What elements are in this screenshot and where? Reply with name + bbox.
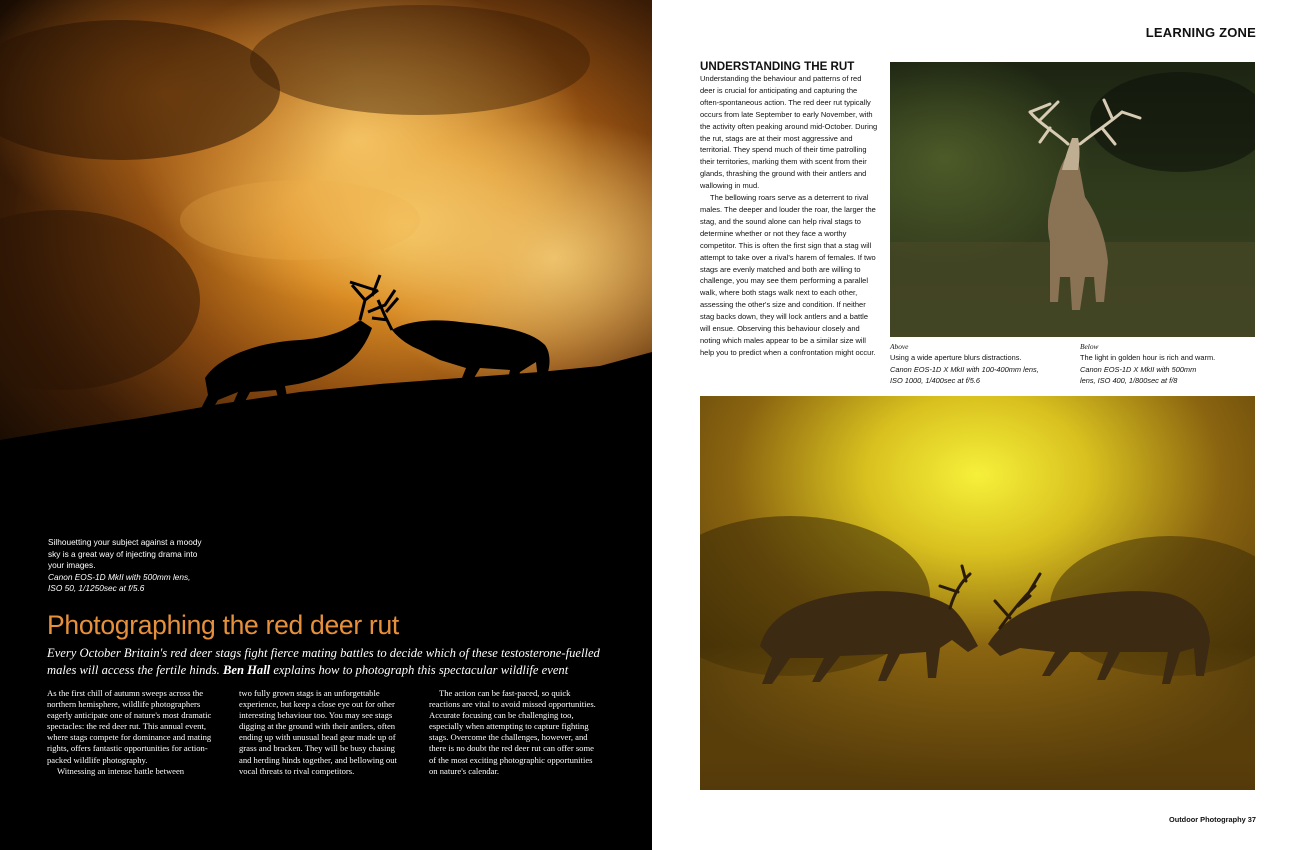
body-column-2 bbox=[239, 688, 409, 777]
standfirst-tail: explains how to photograph this spectacular wildlife event bbox=[273, 663, 569, 677]
sidebar-paragraph: Understanding the behaviour and patterns of red deer is crucial for anticipating and capturing the often-spontaneous action. The red deer rut typically occurs from late September to early November, with the activity often peaking around mid-October. During the rut, stags are at their most aggressive and territorial. They spend much of their time patrolling their territories, marking them with scent from their glands, thrashing the ground with their antlers and wallowing in mud. bbox=[700, 74, 878, 191]
hero-caption bbox=[48, 537, 208, 595]
hero-caption-text: Silhouetting your subject against a moody sky is a great way of injecting drama into your images. bbox=[48, 537, 202, 571]
hero-caption-camera: Canon EOS-1D MkII with 500mm lens, bbox=[48, 571, 191, 582]
standfirst-text: Every October Britain's red deer stags fight fierce mating battles to decide which of these testosterone-fuelled males will access the fertile hinds. bbox=[47, 646, 600, 677]
body-paragraph: As the first chill of autumn sweeps across the northern hemisphere, wildlife photographers eagerly anticipate one of nature's most dramatic spectacles: the red deer rut. This annual event, where stags compete for dominance and mating rights, offers fantastic opportunities for action-packed wildlife photography. bbox=[47, 688, 212, 765]
caption-below-text: The light in golden hour is rich and warm. bbox=[1080, 353, 1216, 363]
photo-roaring-stag-graphic bbox=[890, 62, 1255, 337]
caption-below-label: Below bbox=[1080, 342, 1099, 351]
caption-below-camera: Canon EOS-1D X MkII with 500mm bbox=[1080, 364, 1197, 374]
right-page bbox=[652, 0, 1304, 850]
sidebar-text bbox=[700, 73, 878, 359]
hero-photo-silhouette-stags bbox=[0, 0, 652, 470]
body-paragraph: Witnessing an intense battle between bbox=[57, 765, 185, 776]
article-standfirst bbox=[47, 645, 607, 679]
hero-photo-graphic bbox=[0, 0, 652, 470]
article-headline: Photographing the red deer rut bbox=[47, 610, 399, 640]
caption-above-camera: Canon EOS-1D X MkII with 100-400mm lens, bbox=[890, 364, 1039, 374]
body-column-1 bbox=[47, 688, 217, 777]
caption-above-label: Above bbox=[890, 342, 909, 351]
caption-below-settings: lens, ISO 400, 1/800sec at f/8 bbox=[1080, 376, 1178, 386]
standfirst-author: Ben Hall bbox=[222, 663, 271, 677]
section-tag: LEARNING ZONE bbox=[1145, 25, 1256, 40]
body-paragraph: two fully grown stags is an unforgettable experience, but keep a close eye out for other interesting behaviour too. You may see stags digging at the ground with their antlers, often ending up with unusual head gear made up of grass and bracken. They will be busy chasing and herding hinds together, and bellowing out vocal threats to rival competitors. bbox=[239, 688, 397, 776]
caption-above-text: Using a wide aperture blurs distractions. bbox=[890, 353, 1022, 363]
caption-below bbox=[1080, 341, 1255, 387]
photo-roaring-stag bbox=[890, 62, 1255, 337]
photo-fighting-stags bbox=[700, 396, 1255, 790]
photo-fighting-stags-graphic bbox=[700, 396, 1255, 790]
body-paragraph: The action can be fast-paced, so quick reactions are vital to avoid missed opportunities. Accurate focusing can be challenging too, especially when attempting to capture fighting stags. Overcome the challenges, however, and there is no doubt the red deer rut can offer some of the most exciting photographic opportunities on nature's calendar. bbox=[429, 688, 596, 776]
sidebar-paragraph: The bellowing roars serve as a deterrent to rival males. The deeper and louder the roar, the larger the stag, and the sound alone can help rival stags to determine whether or not they face a worthy competitor. This is often the first sign that a stag will attempt to take over a rival's harem of females. If two stags are evenly matched and both are willing to challenge, you may see them performing a parallel walk, where both stags walk next to each other, assessing the other's size and condition. If neither stag backs down, they will lock antlers and a battle will ensue. Observing this behaviour closely and noting which males appear to be a similar size will help you to predict when a confrontation might occur. bbox=[700, 193, 876, 357]
hero-caption-settings: ISO 50, 1/1250sec at f/5.6 bbox=[48, 583, 145, 594]
caption-above bbox=[890, 341, 1070, 387]
body-column-3 bbox=[429, 688, 599, 777]
page-folio: Outdoor Photography 37 bbox=[1168, 815, 1256, 824]
sidebar-heading: UNDERSTANDING THE RUT bbox=[700, 60, 855, 73]
caption-above-settings: ISO 1000, 1/400sec at f/5.6 bbox=[890, 376, 980, 386]
